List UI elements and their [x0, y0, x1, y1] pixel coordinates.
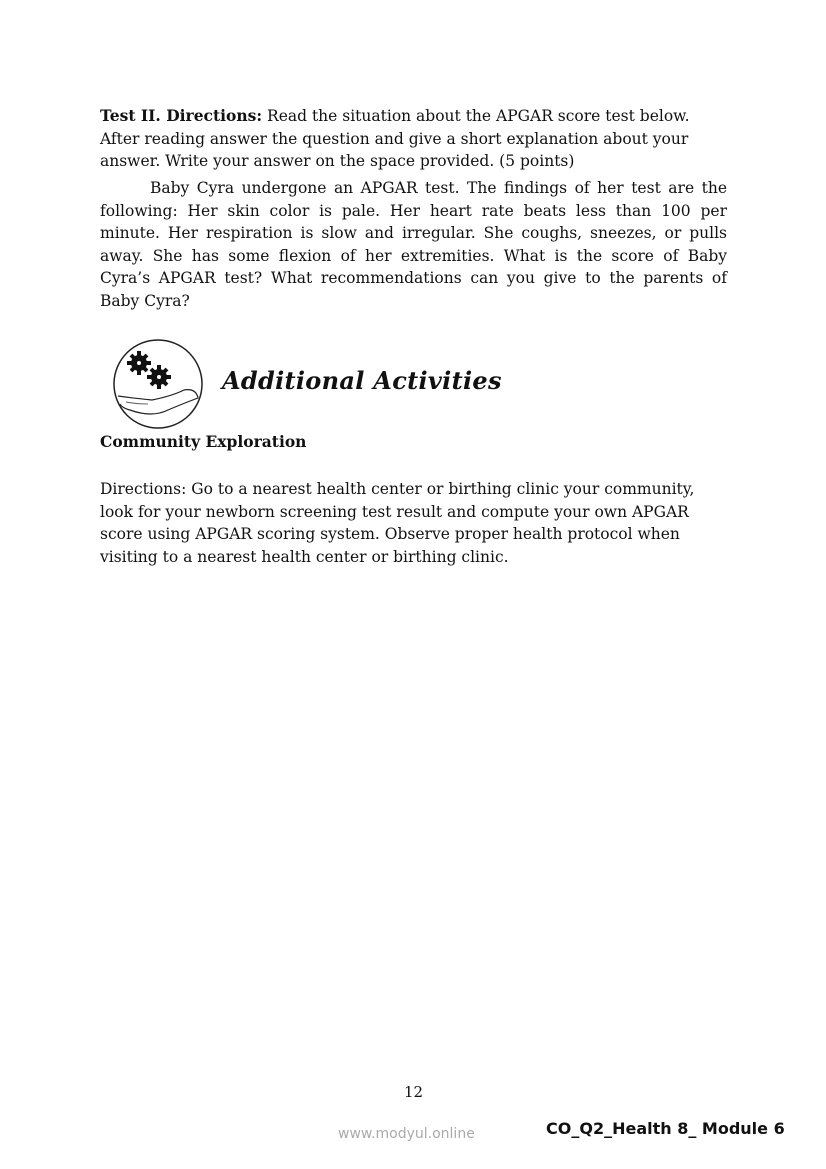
watermark: www.modyul.online	[338, 1126, 475, 1142]
gears-hand-icon	[112, 338, 204, 430]
situation-paragraph: Baby Cyra undergone an APGAR test. The findings of her test are the following: Her skin color is pale. Her heart rate beats less than 100 per minute. Her respiration is slow and irregular. She coughs, sneezes, or pulls away. She has some flexion of her extremities. What is the score of Baby Cyra’s APGAR test? What recommendations can you give to the parents of Baby Cyra?	[100, 179, 727, 310]
community-exploration-title: Community Exploration	[100, 432, 307, 451]
community-directions: Directions: Go to a nearest health center or birthing clinic your community, look for your newborn screening test result and compute your own APGAR score using APGAR scoring system. Observe proper health protocol when visiting to a nearest health center or birthing clinic.	[100, 480, 695, 566]
test2-label: Test II. Directions:	[100, 106, 263, 125]
section-heading: Additional Activities	[222, 366, 502, 395]
module-code: CO_Q2_Health 8_ Module 6	[546, 1119, 785, 1138]
test2-directions: Test II. Directions: Read the situation about the APGAR score test below. After reading answer the question and give a short explanation about your answer. Write your answer on the space provided. (5 points)	[100, 106, 690, 170]
page-number: 12	[404, 1083, 424, 1101]
